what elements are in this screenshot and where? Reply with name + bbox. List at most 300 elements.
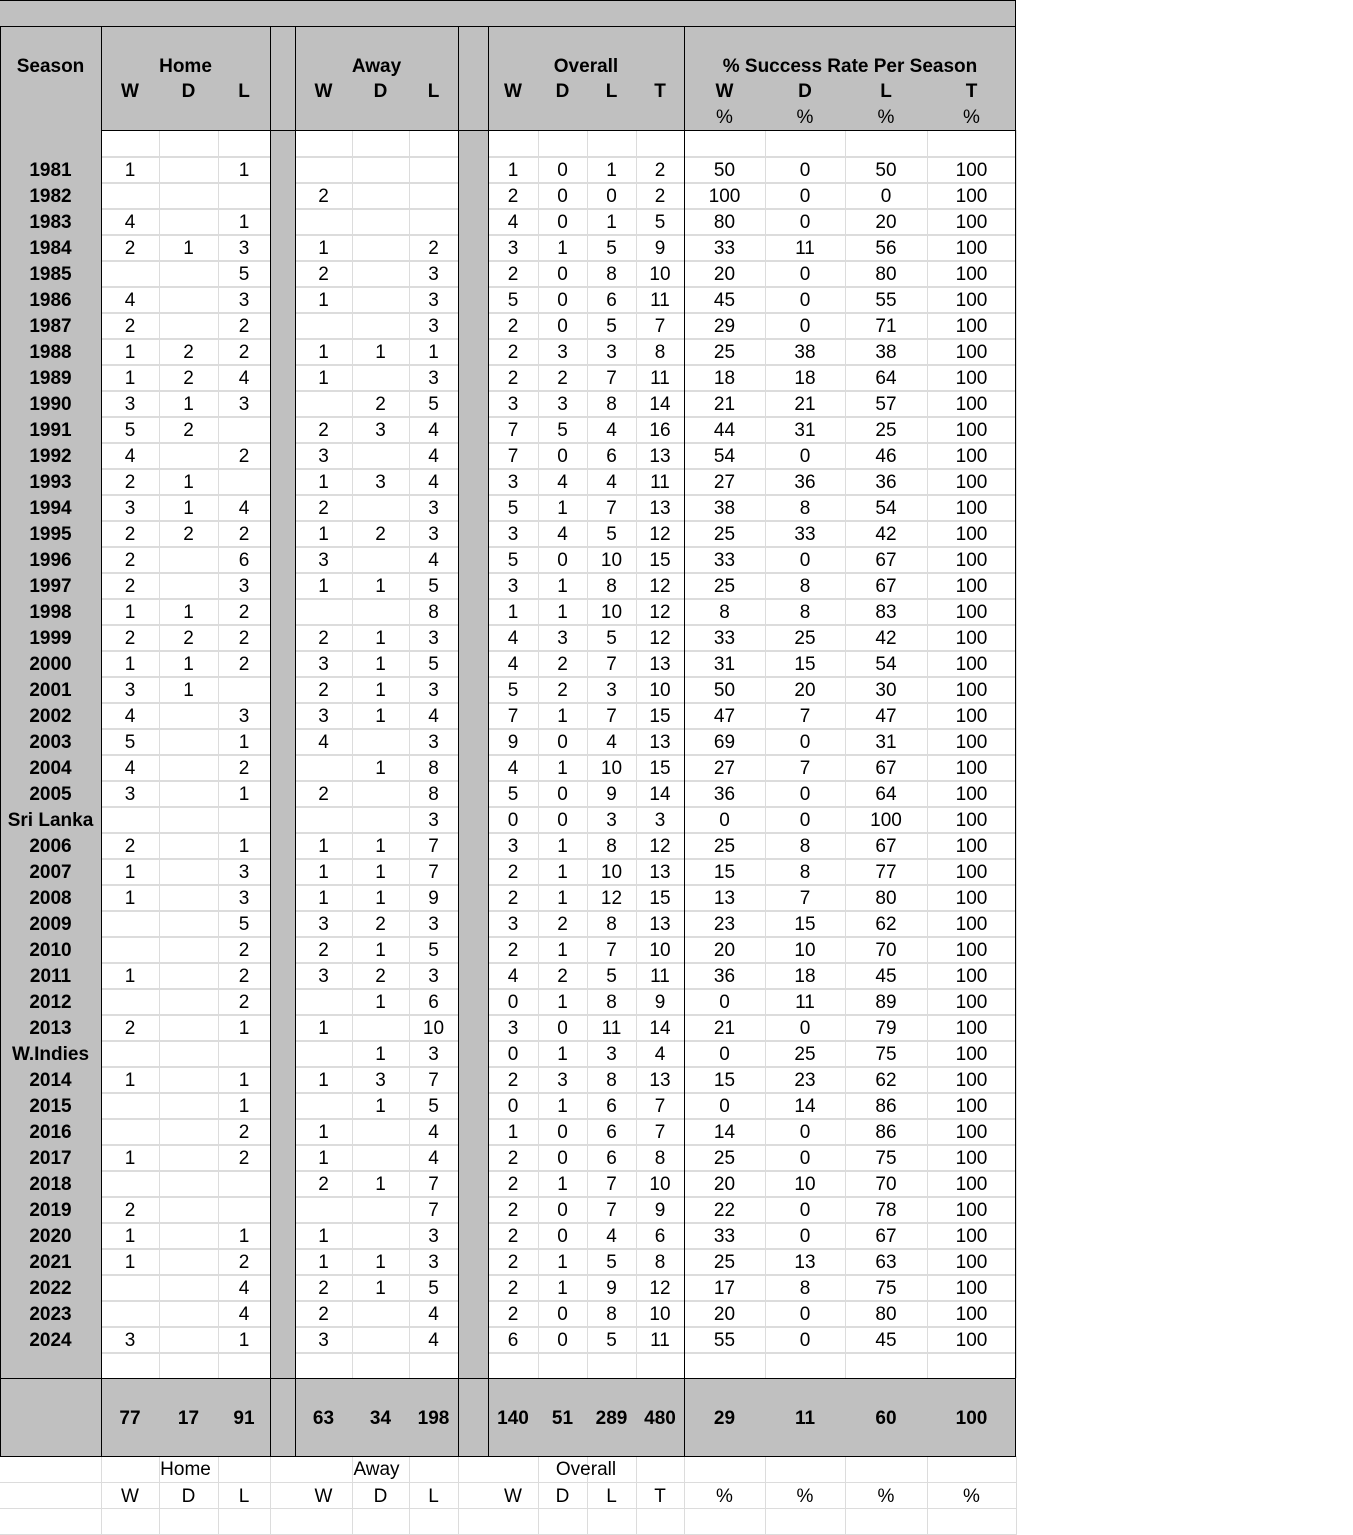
- table-cell: 0: [557, 731, 568, 753]
- totals-cell: 51: [551, 1407, 574, 1429]
- table-cell: 5: [428, 1277, 439, 1299]
- table-cell: 8: [654, 1251, 666, 1273]
- table-cell: 47: [713, 705, 736, 727]
- table-cell: 5: [606, 237, 617, 259]
- table-cell: 15: [794, 913, 816, 935]
- table-cell: 12: [649, 575, 671, 597]
- table-cell: [101, 937, 159, 963]
- table-cell: 2: [507, 315, 519, 337]
- table-cell: 100: [955, 1095, 988, 1117]
- header-sub-home-2: L: [238, 80, 250, 102]
- table-cell: 6: [428, 991, 439, 1013]
- table-cell: 3: [428, 523, 439, 545]
- season-label: 2009: [29, 913, 72, 935]
- table-cell: [159, 1041, 218, 1067]
- table-cell: 67: [875, 575, 897, 597]
- table-cell: 7: [606, 1173, 617, 1195]
- table-cell: 20: [713, 263, 736, 285]
- table-cell: 33: [794, 523, 816, 545]
- season-label: 2001: [29, 679, 72, 701]
- table-cell: 3: [428, 263, 439, 285]
- table-cell: 100: [955, 783, 988, 805]
- table-cell: 2: [318, 185, 329, 207]
- table-cell: 5: [428, 939, 439, 961]
- table-cell: 4: [428, 1121, 439, 1143]
- table-cell: [159, 755, 218, 781]
- table-cell: 4: [507, 757, 519, 779]
- table-cell: 8: [606, 575, 617, 597]
- table-cell: 1: [375, 575, 386, 597]
- season-label: 2010: [29, 939, 72, 961]
- table-cell: [101, 807, 159, 833]
- table-cell: 100: [955, 1147, 988, 1169]
- table-cell: 18: [794, 367, 816, 389]
- table-cell: [159, 287, 218, 313]
- table-cell: 16: [649, 419, 671, 441]
- table-cell: 1: [375, 679, 386, 701]
- table-cell: 1: [124, 341, 136, 363]
- season-label: 1994: [29, 497, 72, 519]
- table-cell: 3: [428, 1225, 439, 1247]
- table-cell: 44: [713, 419, 736, 441]
- table-cell: 1: [318, 1251, 329, 1273]
- table-cell: [159, 729, 218, 755]
- table-cell: 25: [713, 523, 736, 545]
- table-cell: 23: [713, 913, 736, 935]
- table-cell: [159, 781, 218, 807]
- table-cell: 64: [875, 783, 897, 805]
- table-cell: 2: [124, 835, 136, 857]
- table-cell: 2: [238, 341, 250, 363]
- table-cell: 3: [124, 497, 136, 519]
- table-cell: 11: [650, 367, 670, 389]
- table-cell: 0: [557, 211, 568, 233]
- table-cell: 100: [955, 497, 988, 519]
- table-cell: 31: [794, 419, 816, 441]
- table-cell: 1: [557, 939, 568, 961]
- table-cell: [218, 1197, 270, 1223]
- table-cell: [352, 235, 409, 261]
- table-cell: 1: [557, 601, 568, 623]
- header-group-home: Home: [159, 55, 212, 77]
- table-cell: 69: [713, 731, 736, 753]
- table-cell: 0: [799, 1199, 811, 1221]
- table-cell: 100: [955, 913, 988, 935]
- table-cell: 12: [649, 601, 671, 623]
- table-cell: [352, 157, 409, 183]
- table-cell: 31: [875, 731, 897, 753]
- table-cell: 8: [606, 913, 617, 935]
- table-cell: 1: [375, 1251, 386, 1273]
- table-cell: 4: [238, 1303, 250, 1325]
- table-cell: 100: [955, 1277, 988, 1299]
- table-cell: [409, 183, 458, 209]
- table-cell: 100: [955, 419, 988, 441]
- table-cell: 100: [955, 393, 988, 415]
- table-cell: 0: [799, 1225, 811, 1247]
- table-cell: 3: [238, 575, 250, 597]
- table-cell: 12: [649, 835, 671, 857]
- header-pct-symbol: %: [877, 106, 895, 128]
- table-cell: [159, 911, 218, 937]
- table-cell: 100: [955, 549, 988, 571]
- table-cell: 11: [601, 1017, 622, 1039]
- totals-cell: 91: [233, 1407, 255, 1429]
- table-cell: 0: [557, 1147, 568, 1169]
- table-cell: 10: [649, 1173, 671, 1195]
- table-cell: 0: [557, 1329, 568, 1351]
- season-label: 2020: [29, 1225, 72, 1247]
- header-sub-home-0: W: [121, 80, 139, 102]
- table-cell: 0: [799, 211, 811, 233]
- footer-sub-label: L: [606, 1485, 617, 1507]
- table-cell: 4: [606, 471, 617, 493]
- table-cell: 2: [507, 1225, 519, 1247]
- table-cell: 78: [875, 1199, 897, 1221]
- table-cell: 3: [507, 523, 519, 545]
- table-cell: [352, 1301, 409, 1327]
- table-cell: 11: [650, 1329, 670, 1351]
- table-cell: 1: [238, 1329, 250, 1351]
- footer-sub-label: W: [314, 1485, 333, 1507]
- table-cell: 1: [238, 1095, 250, 1117]
- header-sub-overall-3: T: [654, 80, 666, 102]
- table-cell: 0: [557, 289, 568, 311]
- table-cell: 5: [507, 783, 519, 805]
- header-sub-overall-1: D: [555, 80, 570, 102]
- table-cell: [218, 417, 270, 443]
- table-cell: 75: [875, 1043, 897, 1065]
- table-cell: 1: [375, 861, 386, 883]
- table-cell: 2: [124, 575, 136, 597]
- season-label: 1981: [29, 159, 72, 181]
- table-cell: 42: [875, 523, 897, 545]
- header-group-away: Away: [351, 55, 402, 77]
- table-cell: [101, 1093, 159, 1119]
- table-cell: 6: [606, 1095, 617, 1117]
- season-label: 2003: [29, 731, 72, 753]
- table-cell: 100: [955, 705, 988, 727]
- table-cell: 4: [606, 419, 617, 441]
- table-cell: [159, 183, 218, 209]
- table-cell: [352, 365, 409, 391]
- table-cell: 1: [124, 861, 136, 883]
- season-label: 1989: [29, 367, 72, 389]
- table-cell: 1: [124, 1251, 136, 1273]
- table-cell: 38: [713, 497, 736, 519]
- table-cell: [352, 807, 409, 833]
- table-cell: 5: [428, 575, 439, 597]
- table-cell: [352, 209, 409, 235]
- footer-sub-label: %: [963, 1485, 980, 1507]
- table-cell: 2: [238, 1147, 250, 1169]
- table-cell: 0: [880, 185, 892, 207]
- table-cell: 3: [606, 341, 617, 363]
- table-cell: 0: [557, 159, 568, 181]
- table-cell: 3: [318, 705, 329, 727]
- table-cell: 5: [654, 211, 666, 233]
- table-cell: 13: [649, 497, 671, 519]
- table-cell: 33: [713, 1225, 736, 1247]
- table-cell: 3: [428, 315, 439, 337]
- table-cell: 2: [124, 523, 136, 545]
- table-cell: 3: [375, 471, 386, 493]
- table-cell: 9: [428, 887, 439, 909]
- table-cell: 7: [606, 1199, 617, 1221]
- table-cell: 2: [124, 627, 136, 649]
- table-cell: 9: [654, 991, 666, 1013]
- season-label: 2008: [29, 887, 72, 909]
- table-cell: [352, 1119, 409, 1145]
- table-cell: 45: [875, 965, 897, 987]
- table-cell: [218, 807, 270, 833]
- table-cell: 7: [507, 705, 519, 727]
- season-label: 2019: [29, 1199, 72, 1221]
- table-cell: 1: [318, 341, 329, 363]
- table-cell: 4: [557, 471, 568, 493]
- table-cell: 1: [606, 211, 617, 233]
- table-cell: [159, 1171, 218, 1197]
- table-cell: 100: [955, 341, 988, 363]
- table-cell: [101, 183, 159, 209]
- table-cell: 100: [955, 471, 988, 493]
- footer-sub-label: %: [716, 1485, 733, 1507]
- table-cell: 1: [124, 1147, 136, 1169]
- table-cell: 7: [606, 367, 617, 389]
- table-cell: [409, 157, 458, 183]
- table-cell: 5: [238, 913, 250, 935]
- table-cell: 7: [507, 419, 519, 441]
- table-cell: [295, 807, 352, 833]
- season-label: 2005: [29, 783, 72, 805]
- table-cell: 10: [649, 1303, 671, 1325]
- table-cell: 2: [183, 523, 194, 545]
- footer-sub-label: %: [796, 1485, 814, 1507]
- table-cell: 13: [649, 731, 671, 753]
- table-cell: 7: [428, 1069, 439, 1091]
- table-cell: 1: [238, 835, 250, 857]
- table-cell: [159, 1015, 218, 1041]
- table-cell: 7: [654, 1095, 666, 1117]
- table-cell: 4: [238, 497, 250, 519]
- table-cell: 7: [428, 835, 439, 857]
- table-cell: [159, 989, 218, 1015]
- table-cell: [159, 261, 218, 287]
- table-cell: 3: [557, 341, 568, 363]
- table-cell: 1: [557, 1043, 568, 1065]
- table-cell: 2: [507, 1251, 519, 1273]
- table-cell: 3: [507, 1017, 519, 1039]
- table-cell: 0: [799, 289, 811, 311]
- footer-sub-label: W: [504, 1485, 522, 1507]
- table-cell: [295, 1093, 352, 1119]
- table-cell: 100: [955, 1329, 988, 1351]
- table-cell: 11: [650, 471, 670, 493]
- table-cell: 70: [875, 939, 897, 961]
- table-cell: 7: [799, 757, 811, 779]
- table-cell: 1: [238, 783, 250, 805]
- table-cell: [159, 313, 218, 339]
- table-cell: 1: [238, 1069, 250, 1091]
- table-cell: 2: [318, 627, 329, 649]
- table-cell: 13: [713, 887, 736, 909]
- table-cell: 0: [719, 1095, 730, 1117]
- table-cell: 3: [124, 1329, 136, 1351]
- table-cell: 7: [799, 705, 811, 727]
- table-cell: 2: [557, 913, 568, 935]
- table-cell: 0: [507, 1043, 519, 1065]
- table-cell: 0: [719, 809, 730, 831]
- table-cell: 2: [318, 497, 329, 519]
- table-cell: 14: [649, 783, 671, 805]
- table-cell: 6: [606, 289, 617, 311]
- table-cell: [159, 573, 218, 599]
- table-cell: 4: [507, 211, 519, 233]
- table-cell: 0: [799, 185, 811, 207]
- table-cell: 4: [238, 1277, 250, 1299]
- table-cell: 14: [649, 1017, 671, 1039]
- table-cell: 75: [875, 1147, 897, 1169]
- header-sub-pct-3: T: [965, 80, 978, 102]
- table-cell: [159, 885, 218, 911]
- table-cell: 3: [507, 471, 519, 493]
- totals-cell: 63: [312, 1407, 335, 1429]
- table-cell: 8: [606, 835, 617, 857]
- table-cell: 1: [375, 939, 386, 961]
- season-label: 1988: [29, 341, 72, 363]
- table-cell: 4: [238, 367, 250, 389]
- table-cell: 5: [606, 965, 617, 987]
- footer-sub-label: D: [373, 1485, 388, 1507]
- season-label: 2021: [29, 1251, 72, 1273]
- table-cell: 10: [794, 1173, 816, 1195]
- table-cell: 80: [875, 1303, 897, 1325]
- table-cell: 0: [557, 1303, 568, 1325]
- header-sub-away-1: D: [373, 80, 388, 102]
- table-cell: 4: [428, 1147, 439, 1169]
- season-label: Sri Lanka: [7, 809, 94, 831]
- table-cell: 67: [875, 1225, 897, 1247]
- table-cell: 0: [557, 1121, 568, 1143]
- table-cell: 100: [955, 1251, 988, 1273]
- table-cell: 18: [713, 367, 736, 389]
- table-cell: 86: [875, 1121, 897, 1143]
- table-cell: 0: [557, 185, 568, 207]
- season-label: 2006: [29, 835, 72, 857]
- season-label: 2015: [29, 1095, 72, 1117]
- table-cell: [218, 1041, 270, 1067]
- season-label: 2014: [29, 1069, 72, 1091]
- table-cell: 2: [183, 419, 194, 441]
- table-cell: 2: [507, 1147, 519, 1169]
- table-cell: 4: [507, 965, 519, 987]
- table-cell: 1: [557, 1173, 568, 1195]
- table-cell: 7: [799, 887, 811, 909]
- table-cell: 5: [557, 419, 568, 441]
- table-cell: 15: [649, 549, 671, 571]
- table-cell: 5: [428, 1095, 439, 1117]
- table-cell: 5: [124, 731, 136, 753]
- table-cell: 100: [955, 965, 988, 987]
- table-cell: 100: [955, 1069, 988, 1091]
- table-cell: 8: [799, 835, 811, 857]
- table-cell: 5: [606, 523, 617, 545]
- table-cell: 1: [606, 159, 617, 181]
- table-cell: 0: [557, 1017, 568, 1039]
- table-cell: 20: [875, 211, 897, 233]
- table-cell: [352, 495, 409, 521]
- table-cell: 0: [799, 315, 811, 337]
- table-cell: 13: [794, 1251, 816, 1273]
- table-cell: 5: [507, 549, 519, 571]
- table-cell: [295, 989, 352, 1015]
- table-cell: 2: [183, 627, 194, 649]
- totals-cell: 140: [497, 1407, 529, 1429]
- table-cell: 46: [875, 445, 897, 467]
- season-label: 2023: [29, 1303, 72, 1325]
- table-cell: 1: [124, 1069, 136, 1091]
- table-cell: 8: [606, 393, 617, 415]
- table-cell: 1: [557, 237, 568, 259]
- table-cell: [101, 261, 159, 287]
- table-cell: 14: [713, 1121, 736, 1143]
- table-cell: 15: [794, 653, 816, 675]
- totals-cell: 11: [794, 1407, 816, 1429]
- table-cell: 0: [719, 991, 730, 1013]
- table-cell: [101, 1119, 159, 1145]
- table-cell: 5: [124, 419, 136, 441]
- table-cell: 1: [318, 835, 329, 857]
- table-cell: 5: [507, 497, 519, 519]
- table-cell: [352, 1327, 409, 1353]
- table-cell: 0: [799, 1121, 811, 1143]
- table-cell: 42: [875, 627, 897, 649]
- header-sub-away-0: W: [314, 80, 333, 102]
- table-cell: 3: [428, 731, 439, 753]
- season-label: 2002: [29, 705, 72, 727]
- table-cell: 25: [794, 627, 816, 649]
- header-sub-home-1: D: [181, 80, 196, 102]
- table-cell: 8: [606, 991, 617, 1013]
- table-cell: 17: [713, 1277, 736, 1299]
- table-cell: 1: [557, 497, 568, 519]
- totals-cell: 17: [177, 1407, 200, 1429]
- table-cell: 55: [875, 289, 897, 311]
- table-cell: 11: [650, 289, 670, 311]
- table-cell: 80: [875, 887, 897, 909]
- table-cell: 5: [606, 1329, 617, 1351]
- table-cell: 2: [654, 159, 666, 181]
- season-label: 1984: [29, 237, 72, 259]
- table-cell: 0: [507, 809, 519, 831]
- table-cell: 1: [507, 159, 519, 181]
- table-cell: 7: [428, 861, 439, 883]
- table-cell: 3: [606, 809, 617, 831]
- table-cell: 3: [124, 679, 136, 701]
- table-cell: [159, 1145, 218, 1171]
- table-cell: 1: [318, 1225, 329, 1247]
- table-cell: 4: [124, 705, 136, 727]
- table-cell: [352, 261, 409, 287]
- table-cell: 100: [955, 315, 988, 337]
- table-cell: 1: [318, 1121, 329, 1143]
- table-cell: 1: [124, 965, 136, 987]
- table-cell: 0: [799, 809, 811, 831]
- table-cell: 2: [238, 601, 250, 623]
- table-cell: 5: [606, 627, 617, 649]
- table-cell: [295, 1041, 352, 1067]
- table-cell: 2: [375, 913, 386, 935]
